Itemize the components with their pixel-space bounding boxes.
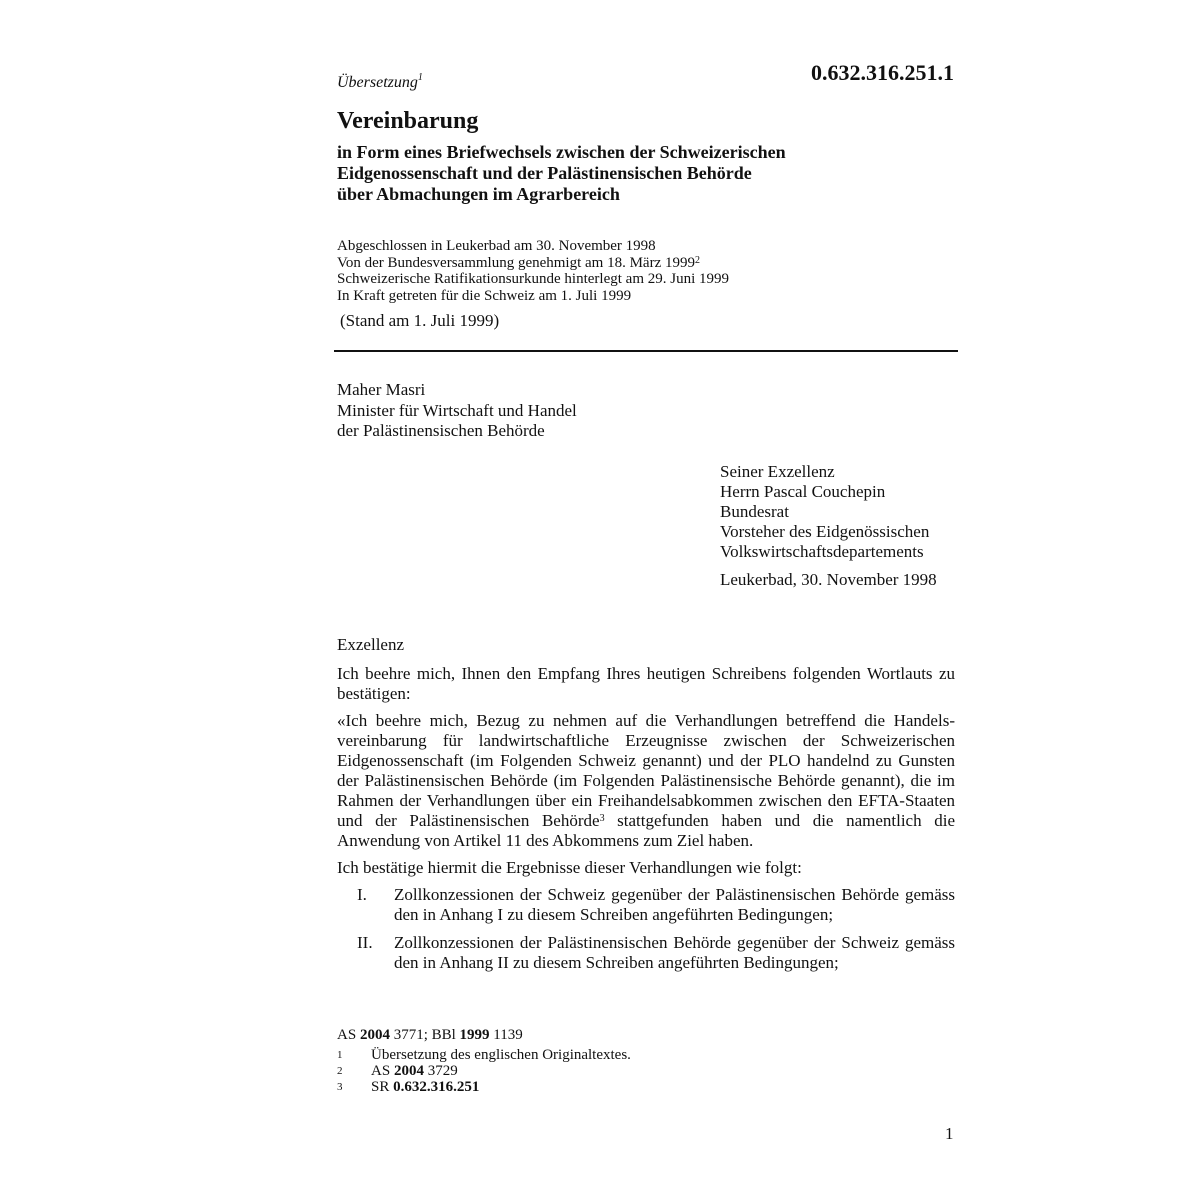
footnote-number: 2 xyxy=(337,1065,343,1077)
footnote-pre: AS xyxy=(371,1063,394,1079)
meta-ratification: Schweizerische Ratifikationsurkunde hinterlegt am 29. Juni 1999 xyxy=(337,271,729,287)
document-subtitle xyxy=(337,142,937,205)
footnote-bold: 0.632.316.251 xyxy=(393,1079,480,1095)
recipient-block xyxy=(720,462,929,562)
list-item-text: Zollkonzessionen der Palästinensischen Behörde gegenüber der Schweiz gemäss den in Anhang II zu diesem Schreiben angeführten Bedingungen; xyxy=(394,933,955,972)
footnote-bold: 2004 xyxy=(393,1063,424,1079)
meta-approved-line xyxy=(337,255,937,272)
footnote-number: 1 xyxy=(337,1049,343,1061)
footnote-3 xyxy=(337,1079,631,1095)
list-item-number: II. xyxy=(357,933,373,952)
footnote-ref-2[interactable]: 2 xyxy=(695,254,700,266)
list-item xyxy=(337,933,955,973)
footnote-ref-1[interactable]: 1 xyxy=(417,72,423,83)
page-number: 1 xyxy=(945,1124,954,1143)
status-date: (Stand am 1. Juli 1999) xyxy=(340,311,500,330)
sender-title: Minister für Wirtschaft und Handel xyxy=(337,400,577,420)
footnote-2 xyxy=(337,1063,631,1079)
header-divider xyxy=(334,350,958,352)
sender-block xyxy=(337,380,577,442)
paragraph-3: Ich bestätige hiermit die Ergebnisse dieser Verhandlungen wie folgt: xyxy=(337,858,802,877)
footnote-post: 3729 xyxy=(423,1063,458,1079)
subtitle-line-3: über Abmachungen im Agrarbereich xyxy=(337,184,620,204)
footnote-number: 3 xyxy=(337,1081,343,1093)
sender-org: der Palästinensischen Behörde xyxy=(337,421,545,440)
footnote-ref-3[interactable]: 3 xyxy=(599,813,605,824)
sr-number: 0.632.316.251.1 xyxy=(811,60,954,85)
sender-name: Maher Masri xyxy=(337,380,426,399)
place-date: Leukerbad, 30. November 1998 xyxy=(720,570,937,589)
paragraph-2 xyxy=(337,711,955,851)
salutation: Exzellenz xyxy=(337,635,405,654)
paragraph-1: Ich beehre mich, Ihnen den Empfang Ihres heutigen Schreibens folgenden Wortlauts zu bestätigen: xyxy=(337,664,955,703)
paragraph-2-tail: stattgefunden haben und die namentlich die Anwendung von Artikel 11 des Abkommens zum Ziel haben. xyxy=(337,811,955,850)
subtitle-line-1: in Form eines Briefwechsels zwischen der Schweizerischen xyxy=(337,142,786,162)
list-item-text: Zollkonzessionen der Schweiz gegenüber der Palästinensischen Behörde gemäss den in Anhang I zu diesem Schreiben angeführten Bedingungen; xyxy=(394,885,955,924)
letter-body xyxy=(337,635,955,981)
subtitle-line-2: Eidgenossenschaft und der Palästinensischen Behörde xyxy=(337,163,752,183)
footnote-1 xyxy=(337,1047,631,1063)
bbl-page: 1139 xyxy=(489,1027,523,1043)
translation-text: Übersetzung xyxy=(337,74,418,91)
footnote-pre: Übersetzung des englischen Originaltextes. xyxy=(371,1047,631,1063)
footnote-text xyxy=(371,1079,479,1095)
recipient-line-3: Bundesrat xyxy=(720,502,789,521)
source-reference xyxy=(337,1027,523,1044)
footnote-text xyxy=(371,1047,631,1063)
list-item-number: I. xyxy=(357,885,367,904)
bbl-year: 1999 xyxy=(459,1027,490,1043)
recipient-line-2: Herrn Pascal Couchepin xyxy=(720,482,886,501)
list-item xyxy=(337,885,955,925)
footnote-pre: SR xyxy=(371,1079,394,1095)
document-metadata xyxy=(337,238,937,304)
paragraph-2-text: «Ich beehre mich, Bezug zu nehmen auf die Verhandlungen betreffend die Handelsvereinbarung für landwirtschaftliche Erzeugnisse zwischen der Schweizerischen Eidgenossenschaft (im Folgenden Schweiz genannt) und der PLO handelnd zu Gunsten der Palästinensischen Behörde (im Folgenden Palästinensische Behörde genannt), die im Rahmen der Verhandlungen über ein Freihandelsabkommen zwischen den EFTA-Staaten und der Palästinensischen Behörde xyxy=(337,711,955,830)
translation-label xyxy=(337,74,423,92)
as-page: 3771; BBl xyxy=(389,1027,460,1043)
as-prefix: AS xyxy=(337,1027,360,1043)
footnote-text xyxy=(371,1063,458,1079)
as-year: 2004 xyxy=(359,1027,390,1043)
meta-approved: Von der Bundesversammlung genehmigt am 18. März 1999 xyxy=(337,254,695,271)
recipient-line-5: Volkswirtschaftsdepartements xyxy=(720,542,924,561)
meta-in-force: In Kraft getreten für die Schweiz am 1. Juli 1999 xyxy=(337,287,632,304)
recipient-line-4: Vorsteher des Eidgenössischen xyxy=(720,522,930,541)
meta-concluded: Abgeschlossen in Leukerbad am 30. November 1998 xyxy=(337,238,656,254)
document-title: Vereinbarung xyxy=(337,108,479,134)
recipient-line-1: Seiner Exzellenz xyxy=(720,462,835,481)
footnotes xyxy=(337,1047,631,1095)
